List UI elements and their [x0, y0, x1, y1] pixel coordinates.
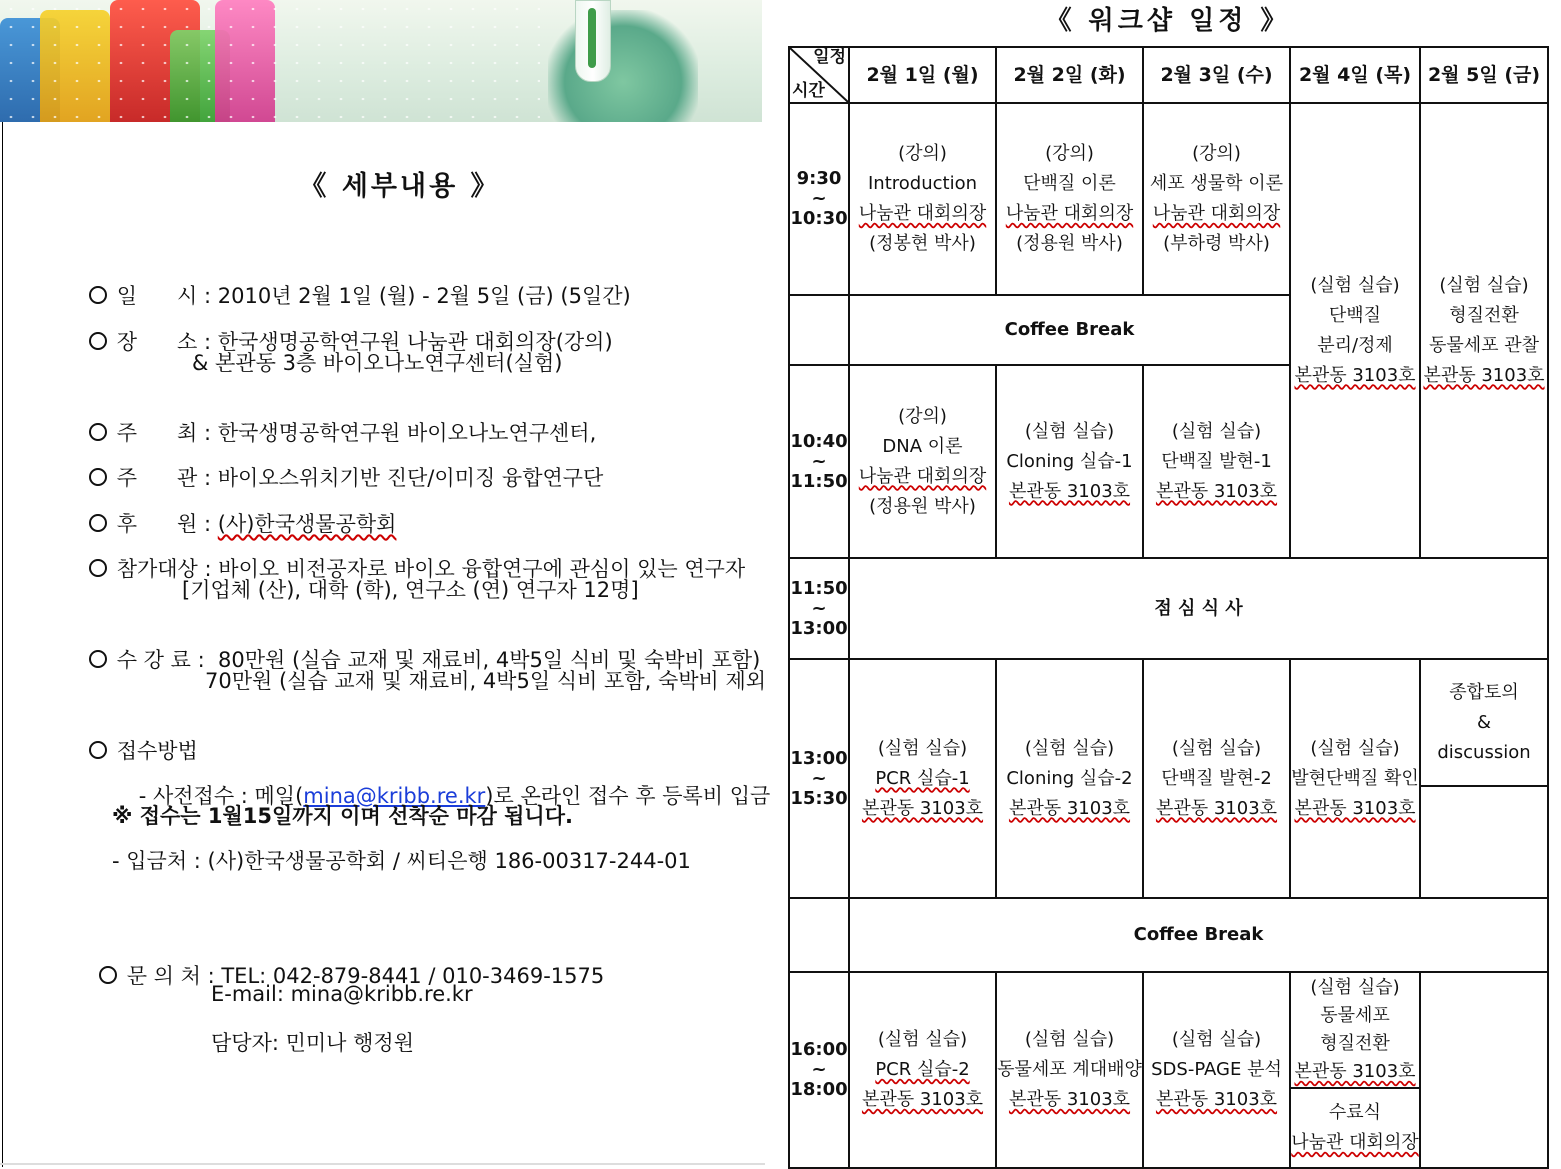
apply-pre-registration: - 사전접수 : 메일(mina@kribb.re.kr)로 온라인 접수 후 등록비 입금 — [138, 784, 771, 808]
session-cell: 종합토의 & discussion — [1420, 659, 1548, 898]
session-cell: (실험 실습) 단백질 분리/정제 본관동 3103호 — [1290, 103, 1420, 558]
info-place-2: & 본관동 3층 바이오나노연구센터(실험) — [192, 351, 563, 375]
info-fee-2: 70만원 (실습 교재 및 재료비, 4박5일 식비 포함, 숙박비 제외 — [205, 669, 767, 693]
session-cell — [1420, 972, 1548, 1168]
day-header: 2월 5일 (금) — [1420, 47, 1548, 103]
panel-bottom-border — [0, 1163, 765, 1165]
session-cell: (실험 실습) Cloning 실습-2 본관동 3103호 — [996, 659, 1143, 898]
circle-bullet-icon — [89, 559, 107, 577]
info-organizer: 주 관 : 바이오스위치기반 진단/이미징 융합연구단 — [62, 438, 603, 516]
day-header: 2월 1일 (월) — [849, 47, 996, 103]
schedule-title: 《 워크샵 일정 》 — [1045, 6, 1291, 36]
contact-email: E-mail: mina@kribb.re.kr — [211, 982, 473, 1006]
session-cell: (실험 실습) SDS-PAGE 분석 본관동 3103호 — [1143, 972, 1290, 1168]
info-place: 장 소 : 한국생명공학연구원 나눔관 대회의장(강의) — [62, 302, 613, 380]
session-cell: (실험 실습) PCR 실습-2 본관동 3103호 — [849, 972, 996, 1168]
header-row — [789, 47, 1548, 103]
time-cell: 16:00 ~ 18:00 — [789, 972, 849, 1168]
panel-border — [2, 122, 3, 1167]
info-target-2: [기업체 (산), 대학 (학), 연구소 (연) 연구자 12명] — [182, 578, 639, 602]
time-cell: 13:00 ~ 15:30 — [789, 659, 849, 898]
schedule-row — [789, 898, 1548, 972]
info-host: 주 최 : 한국생명공학연구원 바이오나노연구센터, — [62, 393, 596, 471]
day-header: 2월 4일 (목) — [1290, 47, 1420, 103]
lab-banner-image — [0, 0, 762, 122]
schedule-table — [788, 46, 1549, 1169]
day-header: 2월 2일 (화) — [996, 47, 1143, 103]
contact-tel: 문 의 처 : TEL: 042-879-8441 / 010-3469-1575 — [72, 936, 604, 1014]
session-cell: (실험 실습) 형질전환 동물세포 관찰 본관동 3103호 — [1420, 103, 1548, 558]
session-cell: (실험 실습) 동물세포 계대배양 본관동 3103호 — [996, 972, 1143, 1168]
day-header: 2월 3일 (수) — [1143, 47, 1290, 103]
session-cell: (실험 실습) 단백질 발현-1 본관동 3103호 — [1143, 365, 1290, 558]
circle-bullet-icon — [99, 966, 117, 984]
apply-deadline-notice: ※ 접수는 1월15일까지 이며 선착순 마감 됩니다. — [112, 804, 573, 828]
schedule-row — [789, 103, 1548, 295]
session-cell: (강의) 세포 생물학 이론 나눔관 대회의장 (부하령 박사) — [1143, 103, 1290, 295]
email-link[interactable]: mina@kribb.re.kr — [303, 784, 486, 808]
schedule-row — [789, 558, 1548, 659]
session-cell: (실험 실습) Cloning 실습-1 본관동 3103호 — [996, 365, 1143, 558]
schedule-row — [789, 659, 1548, 898]
lunch-cell: 점 심 식 사 — [849, 558, 1548, 659]
apply-bank-info: - 입금처 : (사)한국생물공학회 / 씨티은행 186-00317-244-01 — [112, 849, 691, 873]
circle-bullet-icon — [89, 741, 107, 759]
time-cell: 11:50 ~ 13:00 — [789, 558, 849, 659]
time-cell: 10:40 ~ 11:50 — [789, 365, 849, 558]
coffee-break-cell: Coffee Break — [849, 295, 1290, 365]
time-cell: 9:30 ~ 10:30 — [789, 103, 849, 295]
apply-method-label: 접수방법 — [62, 711, 198, 789]
circle-bullet-icon — [89, 650, 107, 668]
session-cell: (실험 실습) 동물세포 형질전환 본관동 3103호 수료식 나눔관 대회의장 — [1290, 972, 1420, 1168]
session-cell: (실험 실습) 발현단백질 확인 본관동 3103호 — [1290, 659, 1420, 898]
session-cell: (실험 실습) 단백질 발현-2 본관동 3103호 — [1143, 659, 1290, 898]
info-sponsor: 후 원 : (사)한국생물공학회 — [62, 484, 396, 562]
circle-bullet-icon — [89, 332, 107, 350]
coffee-break-cell: Coffee Break — [849, 898, 1548, 972]
session-cell: (강의) Introduction 나눔관 대회의장 (정봉현 박사) — [849, 103, 996, 295]
time-cell — [789, 898, 849, 972]
info-target: 참가대상 : 바이오 비전공자로 바이오 융합연구에 관심이 있는 연구자 — [62, 529, 745, 607]
corner-header-cell: 일정 시간 — [789, 47, 849, 103]
contact-person: 담당자: 민미나 행정원 — [211, 1031, 414, 1055]
session-cell: (강의) DNA 이론 나눔관 대회의장 (정용원 박사) — [849, 365, 996, 558]
info-date: 일 시 : 2010년 2월 1일 (월) - 2월 5일 (금) (5일간) — [62, 256, 631, 334]
detail-title: 《 세부내용 》 — [299, 171, 501, 202]
schedule-row — [789, 972, 1548, 1168]
time-cell — [789, 295, 849, 365]
session-cell: (실험 실습) PCR 실습-1 본관동 3103호 — [849, 659, 996, 898]
info-fee: 수 강 료 : 80만원 (실습 교재 및 재료비, 4박5일 식비 및 숙박비 포함) — [62, 620, 760, 698]
detail-panel — [0, 0, 771, 1169]
session-cell: (강의) 단백질 이론 나눔관 대회의장 (정용원 박사) — [996, 103, 1143, 295]
